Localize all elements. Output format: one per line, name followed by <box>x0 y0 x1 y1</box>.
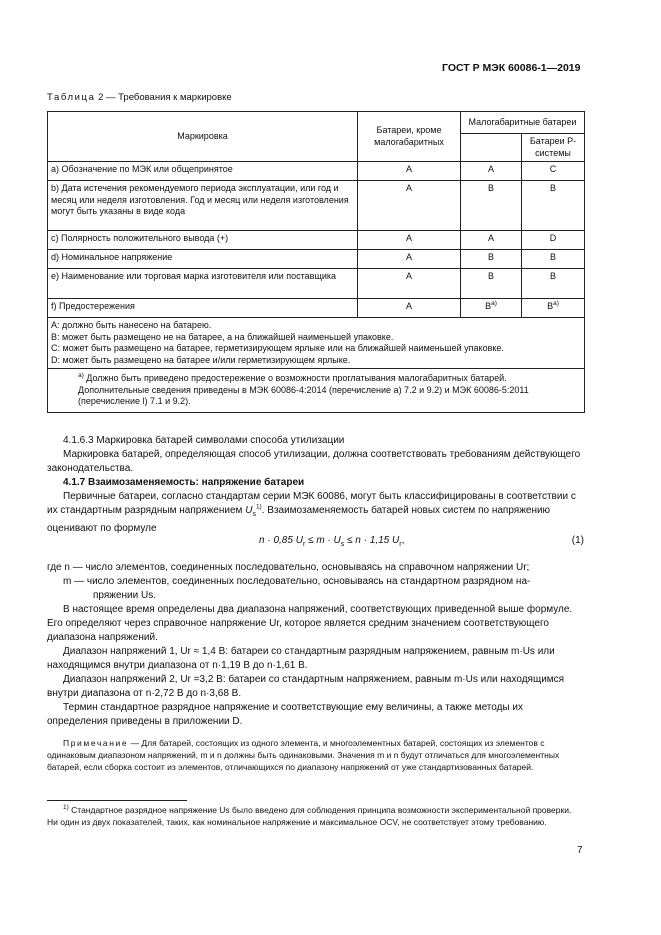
document-header: ГОСТ Р МЭК 60086-1—2019 <box>442 62 581 74</box>
note-word: Примечание <box>63 738 129 748</box>
where-n: где n — число элементов, соединенных последовательно, основываясь на справочном напряжении Ur; <box>47 562 530 573</box>
row-label: e) Наименование или торговая марка изготовителя или поставщика <box>48 269 358 299</box>
body-text <box>47 434 584 536</box>
legend-b: B: может быть размещено не на батарее, а на ближайшей наименьшей упаковке. <box>51 331 394 342</box>
caption-rest: 2 — Требования к маркировке <box>95 92 232 103</box>
page-footnote-mark: 1) <box>63 804 69 812</box>
row-value: A <box>358 250 461 269</box>
footnote-ref: а) <box>553 300 559 307</box>
paragraph-3: Диапазон напряжений 1, Ur ≈ 1,4 В: батареи со стандартным разрядным напряжением, равным m·Us или находящимся внутри диапазона от n·1,19 В до n·1,61 В. <box>47 646 555 671</box>
row-value: A <box>461 162 522 181</box>
header-small-empty <box>461 134 522 162</box>
legend-c: C: может быть размещено на батарее, герметизирующем ярлыке или на ближайшей наименьшей упаковке. <box>51 343 504 353</box>
page-footnote <box>47 804 584 828</box>
body-text-2 <box>47 561 584 773</box>
table-row <box>48 269 585 299</box>
table-row <box>48 231 585 250</box>
note-text: — Для батарей, состоящих из одного элемента, и многоэлементных батарей, состоящих из элементов с одинаковым диапазоном напряжений, m и n должны быть одинаковыми. Значения m и n будут отличаться для многоэлементных батарей, если сборка состоит из элементов, отличающихся по диапазону напряжений от уже стандартизованных батарей. <box>47 738 560 772</box>
row-label: b) Дата истечения рекомендуемого периода эксплуатации, или год и месяц или неделя изготовления. Год и месяц или неделя изготовления могут быть указаны в виде кода <box>48 181 358 231</box>
paragraph-4: Диапазон напряжений 2, Ur =3,2 В: батареи со стандартным напряжением, равным m·Us или находящимся внутри диапазона от n·2,72 В до n·3,68 В. <box>47 674 565 699</box>
section-4163-text: Маркировка батарей, определяющая способ утилизации, должна соответствовать требованиям действующего законодательства. <box>47 449 581 474</box>
row-value: B <box>522 181 585 231</box>
caption-word: Таблица <box>47 92 96 103</box>
row-value: A <box>358 231 461 250</box>
row-value: $B^{а)}$ <box>522 299 585 318</box>
table-row <box>48 181 585 231</box>
row-label: f) Предостережения <box>48 299 358 318</box>
paragraph-5: Термин стандартное разрядное напряжение и соответствующие ему величины, а также методы их определения приведены в приложении D. <box>47 702 524 727</box>
table-footnote-text: Должно быть приведено предостережение о возможности проглатывания малогабаритных батарей. Дополнительные сведения приведены в МЭК 60086-4:2014 (перечисление а) 7.2 и 9.2) и МЭК 60086-5:2011 (перечисление l) 7.1 и 9.2). <box>78 373 529 406</box>
row-value: B <box>461 250 522 269</box>
table-footnote-mark: а) <box>78 372 84 379</box>
note <box>47 737 584 773</box>
paragraph-2: В настоящее время определены два диапазона напряжений, соответствующих приведенной выше формуле. Его определяют через справочное напряжение Ur, которое является средним значением соответствующего диапазона напряжений. <box>47 604 573 643</box>
legend-row <box>48 318 585 369</box>
header-small-group: Малогабаритные батареи <box>461 112 585 134</box>
row-value: B <box>461 181 522 231</box>
table-caption <box>47 92 232 103</box>
table-footnote-row <box>48 369 585 413</box>
page-number: 7 <box>577 845 583 856</box>
table-row <box>48 299 585 318</box>
formula-1 <box>47 534 584 550</box>
row-value: A <box>358 299 461 318</box>
row-value: A <box>358 162 461 181</box>
row-value: B <box>461 269 522 299</box>
section-4163-title: 4.1.6.3 Маркировка батарей символами способа утилизации <box>63 435 345 446</box>
formula-expression: n · 0,85 $U_r \le m \cdot U_s \le n \cdot 1,15$ $U_r$, <box>259 535 405 548</box>
row-value: A <box>461 231 522 250</box>
marking-requirements-table <box>47 111 585 413</box>
row-value: A <box>358 269 461 299</box>
table-row <box>48 250 585 269</box>
row-value: A <box>358 181 461 231</box>
footnote-ref: а) <box>491 300 497 307</box>
header-marking: Маркировка <box>48 112 358 162</box>
row-label: d) Номинальное напряжение <box>48 250 358 269</box>
footnote-divider <box>47 800 187 801</box>
row-value: C <box>522 162 585 181</box>
page-footnote-text: Стандартное разрядное напряжение Us было введено для соблюдения принципа возможности экспериментальной проверки. Ни один из двух показателей, таких, как номинальное напряжение и максимальное OCV, не соответствует этому требованию. <box>47 805 572 827</box>
formula-number: (1) <box>571 535 584 546</box>
where-m-2: пряжении Us. <box>93 590 157 601</box>
table-row <box>48 162 585 181</box>
legend-d: D: может быть размещено на батарее и/или герметизирующем ярлыке. <box>51 354 351 365</box>
row-value: D <box>522 231 585 250</box>
header-psys: Батареи Р-системы <box>522 134 585 162</box>
row-value: B <box>522 269 585 299</box>
section-417-title: 4.1.7 Взаимозаменяемость: напряжение батареи <box>63 477 305 488</box>
row-value: B <box>522 250 585 269</box>
row-label: a) Обозначение по МЭК или общепринятое <box>48 162 358 181</box>
legend-a: A: должно быть нанесено на батарею. <box>51 320 212 330</box>
header-non-small: Батареи, кроме малогабаритных <box>358 112 461 162</box>
row-label: c) Полярность положительного вывода (+) <box>48 231 358 250</box>
row-value: $B^{а)}$ <box>461 299 522 318</box>
paragraph-1: Первичные батареи, согласно стандартам серии МЭК 60086, могут быть классифицированы в соответствии с их стандартным разрядным напряжением $U_s^{1)}$. Взаимозаменяемость батарей новых систем по напряжению оценивают по формуле <box>47 491 576 534</box>
where-m-1: m — число элементов, соединенных последовательно, основываясь на стандартном разрядном на- <box>63 576 531 587</box>
